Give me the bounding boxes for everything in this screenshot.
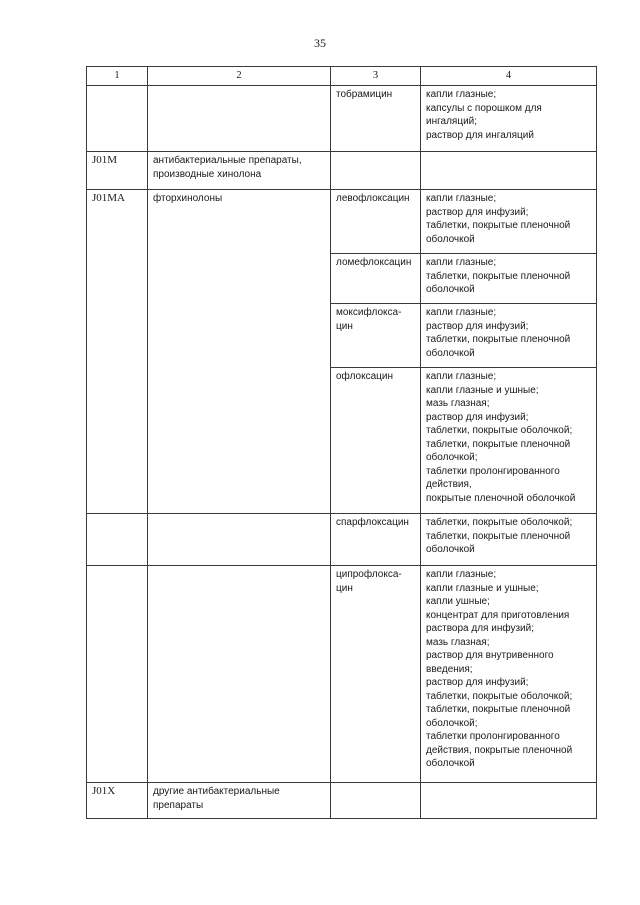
atc-code-cell: J01X [87,783,148,819]
dosage-form-line: действия, покрытые пленочной [426,744,573,756]
dosage-form-line: раствор для инфузий; [426,411,529,423]
dosage-form-line: таблетки, покрытые пленочной [426,270,571,282]
dosage-form-line: таблетки, покрытые пленочной [426,438,571,450]
group-name-line: фторхинолоны [153,193,223,204]
table-row [87,304,597,368]
drug-classification-table [86,66,597,819]
dosage-form-line: капли глазные; [426,569,497,580]
group-name-cell [148,304,331,368]
header-cell-2: 2 [148,67,331,86]
drug-name-cell [331,254,421,304]
dosage-form-line: раствор для инфузий; [426,206,529,218]
drug-name-line: ципрофлокса- [336,569,402,580]
dosage-form-line: покрытые пленочной оболочкой [426,492,576,504]
drug-name-line: моксифлокса- [336,307,402,318]
dosage-form-line: оболочкой [426,284,475,295]
dosage-form-line: раствор для ингаляций [426,129,534,141]
header-cell-4: 4 [421,67,597,86]
dosage-forms-cell [421,566,597,783]
dosage-form-line: капли глазные; [426,257,497,268]
drug-name-line: ломефлоксацин [336,257,412,268]
group-name-line: другие антибактериальные [153,786,280,797]
dosage-forms-cell [421,304,597,368]
group-name-cell [148,514,331,566]
dosage-form-line: раствор для инфузий; [426,677,529,688]
dosage-form-line: капли глазные; [426,307,497,318]
dosage-form-line: капли ушные; [426,596,490,607]
dosage-forms-cell [421,514,597,566]
drug-name-cell [331,514,421,566]
drug-name-line: тобрамицин [336,89,393,100]
atc-code-cell [87,368,148,514]
group-name-line: препараты [153,799,204,811]
atc-code-cell [87,566,148,783]
dosage-forms-cell [421,86,597,152]
header-cell-1: 1 [87,67,148,86]
dosage-form-line: мазь глазная; [426,636,490,648]
dosage-form-line: оболочкой; [426,452,478,463]
atc-code-cell: J01M [87,152,148,190]
dosage-form-line: ингаляций; [426,116,478,127]
group-name-cell [148,254,331,304]
group-name-cell [148,86,331,152]
drug-name-cell [331,566,421,783]
drug-name-cell [331,304,421,368]
drug-name-line: цин [336,320,353,332]
drug-name-line: левофлоксацин [336,193,410,204]
dosage-form-line: таблетки пролонгированного [426,731,560,742]
drug-name-cell [331,783,421,819]
dosage-form-line: оболочкой [426,758,475,769]
group-name-line: производные хинолона [153,168,262,180]
dosage-forms-cell [421,368,597,514]
dosage-forms-cell [421,254,597,304]
atc-code-cell: J01MA [87,190,148,254]
dosage-form-line: таблетки, покрытые пленочной [426,530,571,542]
atc-code-cell [87,514,148,566]
dosage-form-line: капли глазные; [426,193,497,204]
dosage-form-line: раствор для инфузий; [426,320,529,332]
table-row [87,514,597,566]
atc-code-cell [87,86,148,152]
table-row [87,152,597,190]
dosage-forms-cell [421,190,597,254]
group-name-cell [148,152,331,190]
dosage-forms-cell [421,152,597,190]
atc-code-cell [87,304,148,368]
drug-name-cell [331,152,421,190]
group-name-cell [148,783,331,819]
table-row [87,254,597,304]
dosage-form-line: таблетки пролонгированного [426,465,560,477]
group-name-line: антибактериальные препараты, [153,155,302,166]
dosage-form-line: введения; [426,663,473,675]
table-row [87,368,597,514]
page-number: 35 [314,36,326,50]
dosage-form-line: капсулы с порошком для [426,102,542,114]
dosage-form-line: таблетки, покрытые пленочной [426,704,571,715]
dosage-form-line: капли глазные и ушные; [426,384,539,396]
dosage-form-line: действия, [426,479,472,490]
atc-code-cell [87,254,148,304]
drug-name-line: офлоксацин [336,371,393,382]
table-row [87,783,597,819]
dosage-form-line: таблетки, покрытые пленочной [426,334,571,345]
dosage-forms-cell [421,783,597,819]
drug-name-cell [331,190,421,254]
table-header-row [87,67,597,86]
dosage-form-line: оболочкой; [426,717,478,729]
table-row [87,566,597,783]
dosage-form-line: оболочкой [426,544,475,555]
dosage-form-line: капли глазные и ушные; [426,582,539,594]
dosage-form-line: концентрат для приготовления [426,609,570,621]
table-row [87,86,597,152]
dosage-form-line: оболочкой [426,347,475,359]
group-name-cell [148,190,331,254]
group-name-cell [148,566,331,783]
dosage-form-line: раствор для внутривенного [426,650,554,661]
dosage-form-line: капли глазные; [426,89,497,100]
header-cell-3: 3 [331,67,421,86]
dosage-form-line: оболочкой [426,233,475,245]
dosage-form-line: таблетки, покрытые оболочкой; [426,517,573,528]
dosage-form-line: таблетки, покрытые оболочкой; [426,690,573,702]
drug-name-line: спарфлоксацин [336,517,409,528]
table-row [87,190,597,254]
drug-name-cell [331,368,421,514]
dosage-form-line: таблетки, покрытые пленочной [426,220,571,231]
drug-name-cell [331,86,421,152]
dosage-form-line: таблетки, покрытые оболочкой; [426,425,573,436]
drug-name-line: цин [336,582,353,594]
dosage-form-line: капли глазные; [426,371,497,382]
group-name-cell [148,368,331,514]
dosage-form-line: раствора для инфузий; [426,623,534,634]
dosage-form-line: мазь глазная; [426,398,490,409]
